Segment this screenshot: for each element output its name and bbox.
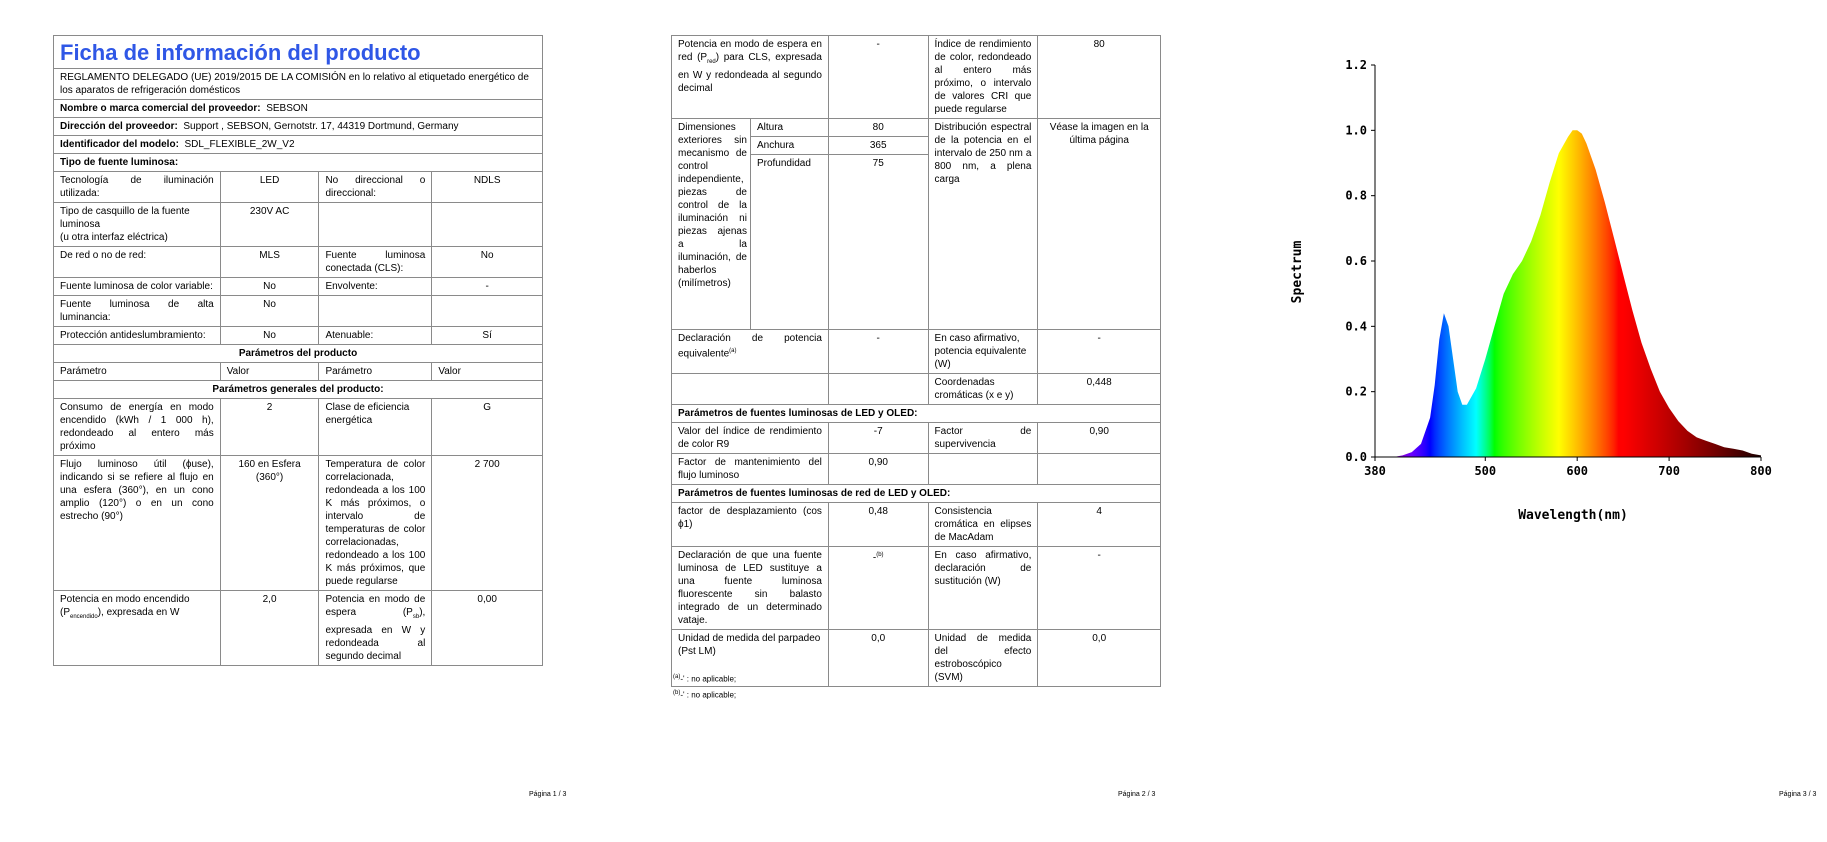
- supplier-name-row: [54, 100, 543, 118]
- page-1: [0, 0, 609, 842]
- cls-label: Fuente luminosa conectada (CLS):: [319, 247, 432, 278]
- survival-value: 0,90: [1038, 423, 1161, 454]
- pnet-sub: red: [707, 59, 716, 65]
- col-value-header: Valor: [220, 363, 319, 381]
- pon-label-b: ), expresada en W: [97, 607, 180, 618]
- product-info-table-2: [671, 35, 1161, 687]
- cap-label-2: (u otra interfaz eléctrica): [60, 232, 168, 243]
- cri-label: Índice de rendimiento de color, redondeado al entero más próximo, o intervalo de valores CRI que puede regularse: [928, 36, 1038, 119]
- repl-value: -: [872, 552, 877, 564]
- cap-value: 230V AC: [220, 203, 319, 247]
- svm-label: Unidad de medida del efecto estroboscópico (SVM): [928, 630, 1038, 687]
- y-tick-label: 1.0: [1345, 123, 1367, 138]
- psb-sub: sb: [412, 614, 420, 620]
- page-3: [1218, 0, 1827, 842]
- pon-label: [54, 591, 221, 666]
- nondir-value: NDLS: [432, 172, 543, 203]
- cls-value: No: [432, 247, 543, 278]
- macadam-value: 4: [1038, 503, 1161, 547]
- pnet-label-b: ) para CLS, expresada en W y redondeada al segundo decimal: [678, 52, 822, 94]
- empty-cell: [319, 296, 432, 327]
- supplier-address-row: [54, 118, 543, 136]
- r9-value: -7: [828, 423, 928, 454]
- footnote-a-text: -' : no aplicable;: [680, 674, 737, 684]
- x-tick-label: 380: [1364, 464, 1386, 478]
- y-tick-label: 0.4: [1345, 319, 1367, 334]
- page-number: Página 3 / 3: [1779, 791, 1817, 798]
- footnote-b-text: -' : no aplicable;: [680, 690, 737, 700]
- spectrum-area-layer: [1375, 130, 1761, 457]
- cap-label: Tipo de casquillo de la fuente luminosa: [60, 206, 190, 230]
- glare-label: Protección antideslumbramiento:: [54, 327, 221, 345]
- page-2: [609, 0, 1218, 842]
- empty-cell: [828, 374, 928, 405]
- spd-value: Véase la imagen en la última página: [1038, 119, 1161, 330]
- product-info-table: [53, 35, 543, 666]
- flux-value: 160 en Esfera (360°): [220, 456, 319, 591]
- depth-label: Profundidad: [750, 155, 828, 330]
- empty-cell: [672, 374, 829, 405]
- x-tick-label: 500: [1474, 464, 1497, 478]
- x-tick-label: 800: [1750, 464, 1772, 478]
- mains-value: MLS: [220, 247, 319, 278]
- height-value: 80: [828, 119, 928, 137]
- highlum-value: No: [220, 296, 319, 327]
- psb-label: [319, 591, 432, 666]
- disp-label: factor de desplazamiento (cos ϕ1): [672, 503, 829, 547]
- footnote-b-mark: (b): [673, 690, 681, 696]
- flicker-label: Unidad de medida del parpadeo (Pst LM): [672, 630, 829, 687]
- col-value-header: Valor: [432, 363, 543, 381]
- repl-sup: (b): [876, 552, 884, 558]
- repl-w-label: En caso afirmativo, declaración de sustitución (W): [928, 547, 1038, 630]
- colour-label: Fuente luminosa de color variable:: [54, 278, 221, 296]
- footnote-a-mark: (a): [673, 674, 681, 680]
- spectrum-chart: [1278, 40, 1798, 540]
- equiv-sup: (a): [729, 348, 737, 354]
- y-tick-label: 1.2: [1345, 58, 1367, 72]
- colour-value: No: [220, 278, 319, 296]
- width-label: Anchura: [750, 137, 828, 155]
- equiv-label: [672, 330, 829, 374]
- class-value: G: [432, 399, 543, 456]
- depth-value: 75: [828, 155, 928, 330]
- y-tick-label: 0.2: [1345, 384, 1367, 399]
- class-label: Clase de eficiencia energética: [319, 399, 432, 456]
- psb-label-b: ), expresada en W y redondeada al segundo decimal: [325, 607, 426, 662]
- x-tick-label: 600: [1566, 464, 1589, 478]
- col-param-header: Parámetro: [54, 363, 221, 381]
- macadam-label: Consistencia cromática en elipses de MacAdam: [928, 503, 1038, 547]
- cap-label-cell: [54, 203, 221, 247]
- maint-label: Factor de mantenimiento del flujo luminoso: [672, 454, 829, 485]
- empty-cell: [432, 296, 543, 327]
- mains-label: De red o no de red:: [54, 247, 221, 278]
- y-tick-label: 0.8: [1345, 188, 1367, 203]
- led-oled-heading: Parámetros de fuentes luminosas de LED y OLED:: [672, 405, 1161, 423]
- empty-cell: [319, 203, 432, 247]
- supplier-name-label: Nombre o marca comercial del proveedor:: [60, 103, 261, 114]
- chroma-value: 0,448: [1038, 374, 1161, 405]
- repl-w-value: -: [1038, 547, 1161, 630]
- dimmable-label: Atenuable:: [319, 327, 432, 345]
- equiv-value: -: [828, 330, 928, 374]
- equiv-label-text: Declaración de potencia equivalente: [678, 333, 822, 360]
- footnote-a: [673, 672, 736, 685]
- empty-cell: [928, 454, 1038, 485]
- spectrum-area: [1375, 130, 1761, 457]
- model-row: [54, 136, 543, 154]
- psb-label-a: Potencia en modo de espera (P: [325, 594, 426, 618]
- spd-label: Distribución espectral de la potencia en el intervalo de 250 nm a 800 nm, a plena carga: [928, 119, 1038, 330]
- dimmable-value: Sí: [432, 327, 543, 345]
- width-value: 365: [828, 137, 928, 155]
- pnet-label-a: Potencia en modo de espera en red (P: [678, 39, 822, 63]
- envelope-label: Envolvente:: [319, 278, 432, 296]
- light-source-type-heading: Tipo de fuente luminosa:: [54, 154, 543, 172]
- disp-value: 0,48: [828, 503, 928, 547]
- flicker-value: 0,0: [828, 630, 928, 687]
- energy-value: 2: [220, 399, 319, 456]
- page-title: Ficha de información del producto: [54, 36, 543, 69]
- general-params-heading: Parámetros generales del producto:: [54, 381, 543, 399]
- pon-sub: encendido: [70, 614, 98, 620]
- page-number: Página 1 / 3: [529, 791, 567, 798]
- empty-cell: [432, 203, 543, 247]
- flux-label: Flujo luminoso útil (ϕuse), indicando si se refiere al flujo en una esfera (360°), en un cono amplio (120°) o en un cono estrecho (90°): [54, 456, 221, 591]
- equiv-w-label: En caso afirmativo, potencia equivalente (W): [928, 330, 1038, 374]
- maint-value: 0,90: [828, 454, 928, 485]
- y-axis-label: Spectrum: [1290, 240, 1305, 304]
- glare-value: No: [220, 327, 319, 345]
- cri-value: 80: [1038, 36, 1161, 119]
- cct-label: Temperatura de color correlacionada, redondeada a los 100 K más próximos, o intervalo de temperaturas de color correlacionadas, redondeado a los 100 K más próximos, que puede regularse: [319, 456, 432, 591]
- pnet-value: -: [828, 36, 928, 119]
- x-tick-label: 700: [1658, 464, 1680, 478]
- chroma-label: Coordenadas cromáticas (x e y): [928, 374, 1038, 405]
- dims-label: Dimensiones exteriores sin mecanismo de control independiente, piezas de control de la iluminación ni piezas ajenas a la iluminación, de haberlos (milímetros): [672, 119, 751, 330]
- psb-value: 0,00: [432, 591, 543, 666]
- model-label: Identificador del modelo:: [60, 139, 179, 150]
- repl-value-cell: [828, 547, 928, 630]
- supplier-address-value: Support , SEBSON, Gernotstr. 17, 44319 Dortmund, Germany: [183, 121, 459, 132]
- empty-cell: [1038, 454, 1161, 485]
- x-axis-label: Wavelength(nm): [1518, 508, 1628, 523]
- equiv-w-value: -: [1038, 330, 1161, 374]
- product-params-heading: Parámetros del producto: [54, 345, 543, 363]
- page-number: Página 2 / 3: [1118, 791, 1156, 798]
- mains-led-heading: Parámetros de fuentes luminosas de red de LED y OLED:: [672, 485, 1161, 503]
- energy-label: Consumo de energía en modo encendido (kWh / 1 000 h), redondeado al entero más próximo: [54, 399, 221, 456]
- cct-value: 2 700: [432, 456, 543, 591]
- pon-label-a: Potencia en modo encendido (P: [60, 594, 190, 618]
- tech-label: Tecnología de iluminación utilizada:: [54, 172, 221, 203]
- tech-value: LED: [220, 172, 319, 203]
- survival-label: Factor de supervivencia: [928, 423, 1038, 454]
- svm-value: 0,0: [1038, 630, 1161, 687]
- footnote-b: [673, 688, 736, 701]
- col-param-header: Parámetro: [319, 363, 432, 381]
- repl-label: Declaración de que una fuente luminosa de LED sustituye a una fuente luminosa fluorescente sin balasto integrado de un determinado vataje.: [672, 547, 829, 630]
- regulation-text: REGLAMENTO DELEGADO (UE) 2019/2015 DE LA COMISIÓN en lo relativo al etiquetado energético de los aparatos de refrigeración domésticos: [54, 69, 543, 100]
- envelope-value: -: [432, 278, 543, 296]
- y-tick-label: 0.6: [1345, 254, 1367, 268]
- r9-label: Valor del índice de rendimiento de color R9: [672, 423, 829, 454]
- nondir-label: No direccional o direccional:: [319, 172, 432, 203]
- supplier-name-value: SEBSON: [266, 103, 308, 114]
- y-tick-label: 0.0: [1345, 450, 1367, 464]
- model-value: SDL_FLEXIBLE_2W_V2: [184, 139, 295, 150]
- height-label: Altura: [750, 119, 828, 137]
- highlum-label: Fuente luminosa de alta luminancia:: [54, 296, 221, 327]
- pnet-label: [672, 36, 829, 119]
- supplier-address-label: Dirección del proveedor:: [60, 121, 178, 132]
- pon-value: 2,0: [220, 591, 319, 666]
